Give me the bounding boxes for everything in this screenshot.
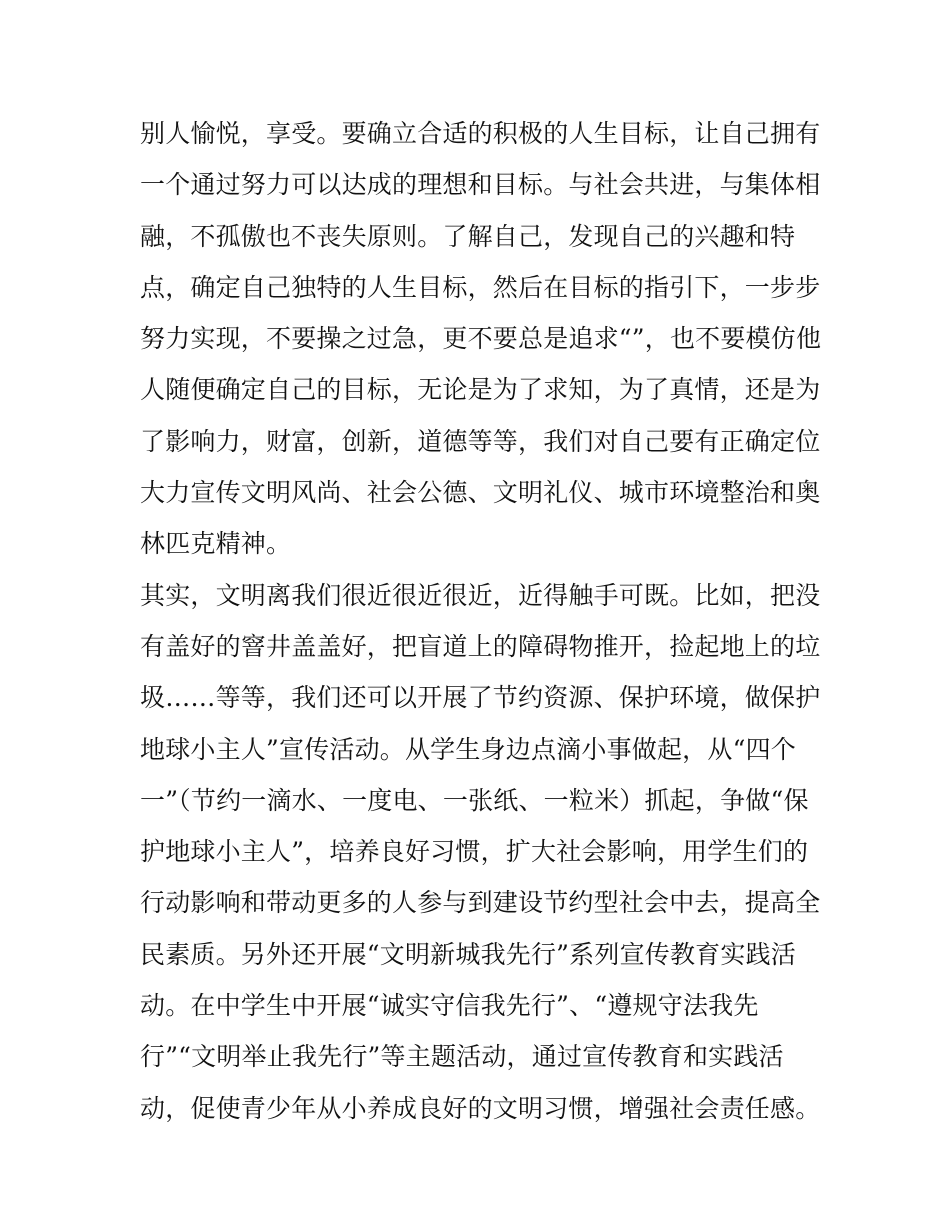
text-line: 努力实现，不要操之过急，更不要总是追求“”，也不要模仿他: [140, 324, 822, 354]
text-line: 林匹克精神。: [140, 529, 292, 559]
text-line: 有盖好的窨井盖盖好，把盲道上的障碍物推开，捡起地上的垃: [140, 631, 821, 661]
text-line: 大力宣传文明风尚、社会公德、文明礼仪、城市环境整治和奥: [140, 478, 821, 508]
text-line: 护地球小主人”，培养良好习惯，扩大社会影响，用学生们的: [140, 837, 809, 867]
text-line: 一”（节约一滴水、一度电、一张纸、一粒米）抓起，争做“保: [140, 785, 809, 815]
text-line: 民素质。另外还开展“文明新城我先行”系列宣传教育实践活: [140, 939, 796, 969]
text-line: 了影响力，财富，创新，道德等等，我们对自己要有正确定位: [140, 426, 821, 456]
text-line: 融，不孤傲也不丧失原则。了解自己，发现自己的兴趣和特: [140, 221, 796, 251]
text-line: 动，促使青少年从小养成良好的文明习惯，增强社会责任感。: [140, 1093, 821, 1123]
text-line: 行”“文明举止我先行”等主题活动，通过宣传教育和实践活: [140, 1042, 784, 1072]
text-line: 动。在中学生中开展“诚实守信我先行”、“遵规守法我先: [140, 991, 759, 1021]
text-line: 别人愉悦，享受。要确立合适的积极的人生目标，让自己拥有: [140, 119, 821, 148]
text-line: 人随便确定自己的目标，无论是为了求知，为了真情，还是为: [140, 375, 821, 405]
text-line: 其实，文明离我们很近很近很近，近得触手可既。比如，把没: [140, 580, 821, 610]
text-line: 一个通过努力可以达成的理想和目标。与社会共进，与集体相: [140, 170, 821, 200]
text-line: 圾……等等，我们还可以开展了节约资源、保护环境，做保护: [140, 683, 821, 713]
text-line: 地球小主人”宣传活动。从学生身边点滴小事做起，从“四个: [140, 734, 796, 764]
text-line: 行动影响和带动更多的人参与到建设节约型社会中去，提高全: [140, 888, 821, 918]
body-text: [140, 108, 820, 1134]
text-line: 点，确定自己独特的人生目标，然后在目标的指引下，一步步: [140, 272, 821, 302]
